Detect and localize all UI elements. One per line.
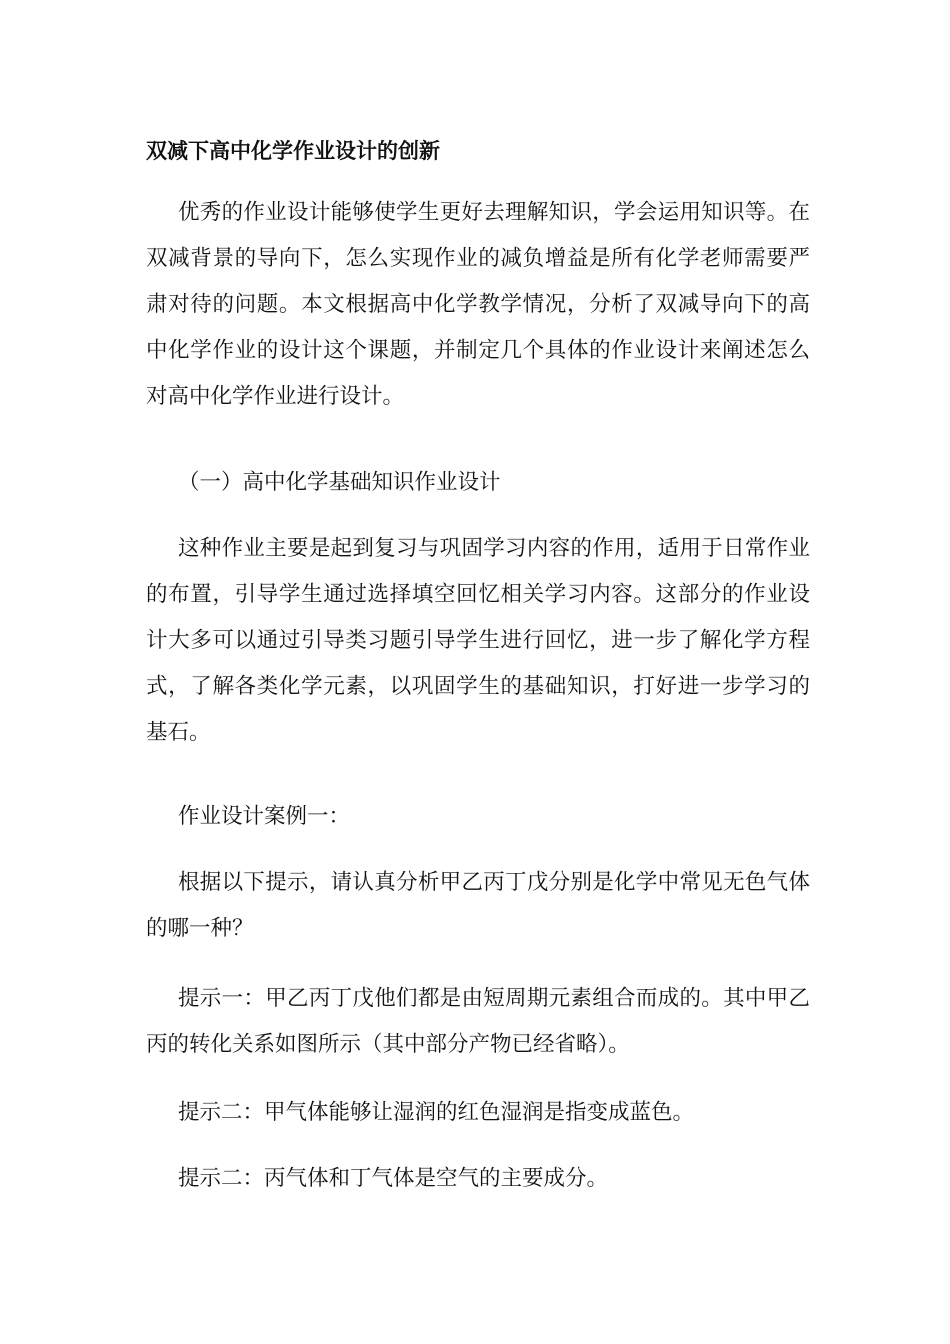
question-paragraph: 根据以下提示，请认真分析甲乙丙丁戊分别是化学中常见无色气体的哪一种？: [146, 870, 810, 941]
section-heading: （一）高中化学基础知识作业设计: [178, 470, 501, 495]
case-label: 作业设计案例一：: [178, 804, 351, 829]
intro-paragraph: 优秀的作业设计能够使学生更好去理解知识，学会运用知识等。在双减背景的导向下，怎么实现作业的减负增益是所有化学老师需要严肃对待的问题。本文根据高中化学教学情况，分析了双减导向下的高中化学作业的设计这个课题，并制定几个具体的作业设计来阐述怎么对高中化学作业进行设计。: [146, 200, 810, 409]
section-body-paragraph: 这种作业主要是起到复习与巩固学习内容的作用，适用于日常作业的布置，引导学生通过选择填空回忆相关学习内容。这部分的作业设计大多可以通过引导类习题引导学生进行回忆，进一步了解化学方程式，了解各类化学元素，以巩固学生的基础知识，打好进一步学习的基石。: [146, 536, 810, 745]
document-title: 双减下高中化学作业设计的创新: [146, 139, 440, 163]
hint-two-paragraph: 提示二：甲气体能够让湿润的红色湿润是指变成蓝色。: [178, 1100, 695, 1125]
hint-three-paragraph: 提示二：丙气体和丁气体是空气的主要成分。: [178, 1166, 609, 1191]
hint-one-paragraph: 提示一：甲乙丙丁戊他们都是由短周期元素组合而成的。其中甲乙丙的转化关系如图所示（其中部分产物已经省略）。: [146, 986, 810, 1057]
